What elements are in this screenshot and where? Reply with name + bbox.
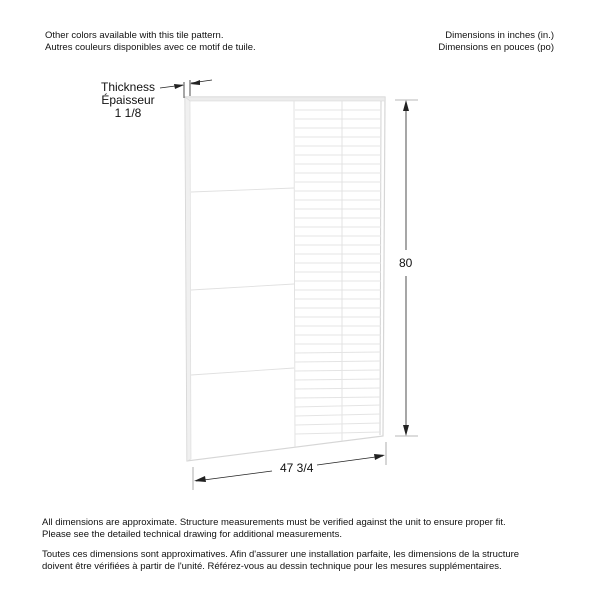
thickness-label-fr: Épaisseur: [101, 93, 155, 107]
disclaimer-fr-line2: doivent être vérifiées à partir de l'unité. Référez-vous au dessin technique pour les mesures supplémentaires.: [42, 561, 502, 572]
colors-note-en: Other colors available with this tile pattern.: [45, 30, 224, 41]
colors-note-fr: Autres couleurs disponibles avec ce motif de tuile.: [45, 42, 256, 53]
thickness-label-en: Thickness: [100, 80, 156, 94]
units-note-en: Dimensions in inches (in.): [445, 30, 554, 41]
disclaimer-en-line1: All dimensions are approximate. Structure measurements must be verified against the unit to ensure proper fit.: [42, 517, 506, 528]
thickness-value: 1 1/8: [114, 106, 142, 120]
thickness-dimension: [160, 80, 212, 98]
disclaimer-fr-line1: Toutes ces dimensions sont approximatives. Afin d'assurer une installation parfaite, les dimensions de la structure: [42, 549, 520, 560]
units-note-fr: Dimensions en pouces (po): [438, 42, 554, 53]
wall-panel: [185, 97, 385, 461]
disclaimer-en-line2: Please see the detailed technical drawing for additional measurements.: [42, 529, 342, 540]
width-value: 47 3/4: [280, 461, 314, 475]
height-value: 80: [399, 256, 413, 270]
